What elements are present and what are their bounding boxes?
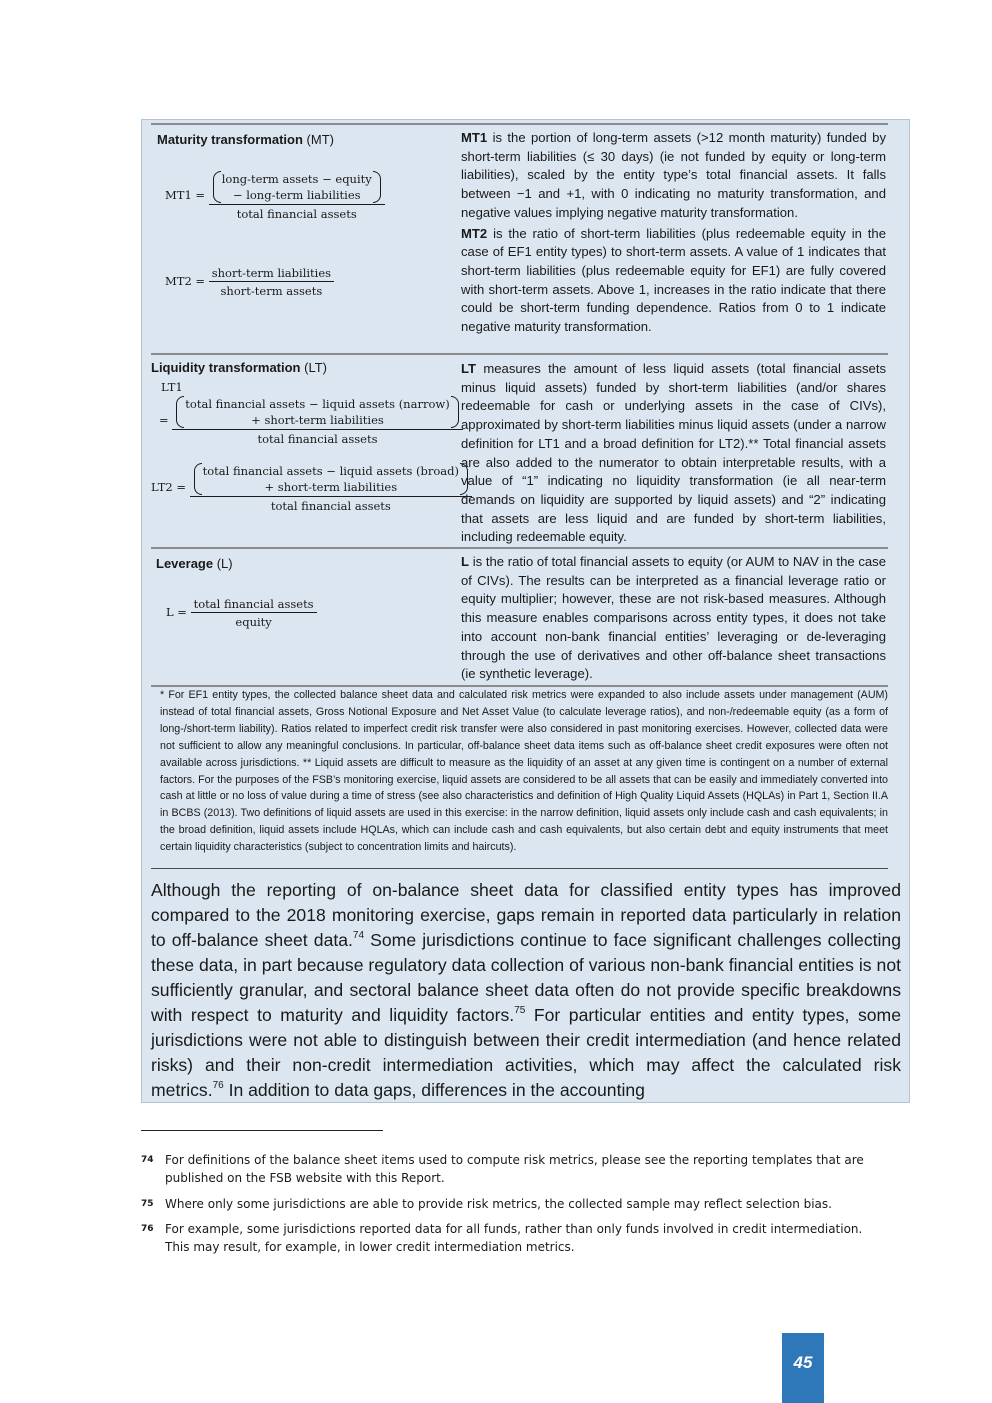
leverage-heading: Leverage (L) <box>156 556 233 571</box>
mt-heading: Maturity transformation (MT) <box>157 132 334 147</box>
page-number: 45 <box>782 1333 824 1403</box>
lt2-formula: LT2 = total financial assets − liquid assets (broad) + short-term liabilities total financial assets <box>151 463 472 513</box>
footnote-ref-76[interactable]: 76 <box>212 1080 224 1092</box>
leverage-row <box>151 547 888 687</box>
mt2-formula: MT2 = $\frac{\text{short-term liabilities}}{\text{short-term assets}}$ <box>165 266 334 298</box>
leverage-formula: L = $\frac{\text{total financial assets}}{\text{equity}}$ <box>166 597 317 629</box>
footnote-76: 76 For example, some jurisdictions reported data for all funds, rather than only funds involved in credit intermediation. This may result, for example, in lower credit intermediation metrics. <box>141 1222 863 1254</box>
lt1-label: LT1 <box>161 380 183 394</box>
footnote-74: 74 For definitions of the balance sheet items used to compute risk metrics, please see the reporting templates that are published on the FSB website with this Report. <box>141 1153 864 1185</box>
body-paragraph: Although the reporting of on-balance sheet data for classified entity types has improved compared to the 2018 monitoring exercise, gaps remain in reported data particularly in relation to off-balance sheet data.$^{74}$ Some jurisdictions continue to face significant challenges collecting these data, in part because regulatory data collection of various non-bank financial entities is not sufficiently granular, and sectoral balance sheet data often do not provide specific breakdowns with respect to maturity and liquidity factors.$^{75}$ For particular entities and entity types, some jurisdictions were not able to distinguish between their credit intermediation (and hence related risks) and their non-credit intermediation activities, which may affect the calculated risk metrics.$^{76}$ In addition to data gaps, differences in the accounting <box>151 880 901 1100</box>
lt-row <box>151 353 888 549</box>
box-footnote-rule <box>151 868 888 869</box>
mt-row <box>151 123 888 355</box>
footnote-75: 75 Where only some jurisdictions are able to provide risk metrics, the collected sample may reflect selection bias. <box>141 1197 832 1211</box>
footnote-ref-74[interactable]: 74 <box>352 930 365 942</box>
lt1-formula: = total financial assets − liquid assets (narrow) + short-term liabilities total financial assets <box>159 396 463 446</box>
box-footnote: * For EF1 entity types, the collected balance sheet data and calculated risk metrics were expanded to also include assets under management (AUM) instead of total financial assets, Gross Notional Exposure and Net Asset Value (to calculate leverage ratios), and non-/redeemable equity (as a form of long-/short-term liability). Ratios related to imperfect credit risk transfer were also considered in past monitoring exercises. However, collected data were not sufficient to allow any meaningful conclusions. In particular, off-balance sheet data items such as off-balance sheet credit exposures were often not available across jurisdictions. ** Liquid assets are difficult to measure as the liquidity of an asset at any given time is contingent on a number of external factors. For the purposes of the FSB’s monitoring exercise, liquid assets are considered to be all assets that can be easily and immediately converted into cash at little or no loss of value during a time of stress (see also characteristics and definition of High Quality Liquid Assets (HQLAs) in Part 1, Section II.A in BCBS (2013). Two definitions of liquid assets are used in this exercise: in the narrow definition, liquid assets only include cash and cash equivalents; in the broad definition, liquid assets include HQLAs, which can include cash and cash equivalents, but also certain debt and equity instruments that meet certain liquidity characteristics (subject to concentration limits and haircuts). <box>151 685 888 856</box>
lt-heading: Liquidity transformation (LT) <box>151 360 327 375</box>
mt-description: MT1 is the portion of long-term assets (>12 month maturity) funded by short-term liabilities (≤ 30 days) (ie not funded by equity or long-term liabilities), scaled by the entity type’s total financial assets. It falls between −1 and +1, with 0 indicating no maturity transformation, and negative values implying negative maturity transformation. MT2 is the ratio of short-term liabilities (plus redeemable equity in the case of EF1 entity types) to short-term assets. A value of 1 indicates that short-term liabilities (plus redeemable equity for EF1) are fully covered with short-term assets. Above 1, increases in the ratio indicate that there could be short-term funding dependence. Ratios from 0 to 1 indicate negative maturity transformation. <box>461 130 886 335</box>
footnote-ref-75[interactable]: 75 <box>514 1005 526 1017</box>
leverage-description: L is the ratio of total financial assets to equity (or AUM to NAV in the case of CIVs). The results can be interpreted as a financial leverage ratio or equity multiplier; however, these are not risk-based measures. Although this measure enables comparisons across entity types, it does not take into account non-bank financial entities’ leveraging or de-leveraging through the use of derivatives and other off-balance sheet transactions (ie synthetic leverage). <box>461 554 886 682</box>
risk-metrics-box <box>141 119 910 1103</box>
lt-description: LT measures the amount of less liquid assets (total financial assets minus liquid assets) funded by short-term liabilities (and/or shares redeemable for cash or underlying assets in the case of CIVs), approximated by short-term liabilities minus liquid assets (under a narrow definition for LT1 and a broad definition for LT2).** Total financial assets are also added to the numerator to obtain interpretable results, with a value of “1” indicating no liquidity transformation (ie all near-term demands on liquidity are supported by liquid assets) and “2” indicating that assets are less liquid and are funded by short-term liabilities, including redeemable equity. <box>461 361 886 545</box>
mt1-formula: MT1 = long-term assets − equity − long-term liabilities total financial assets <box>165 171 385 221</box>
footnote-separator <box>141 1130 383 1131</box>
